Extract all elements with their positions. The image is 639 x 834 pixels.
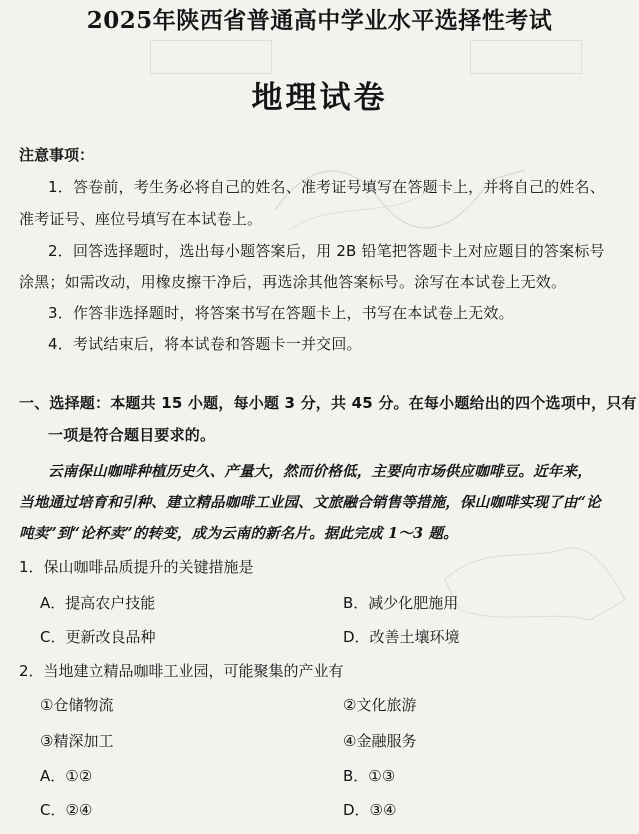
- section-heading-cont: 一项是符合题目要求的。: [48, 426, 216, 444]
- passage-line: 云南保山咖啡种植历史久、产量大，然而价格低，主要向市场供应咖啡豆。近年来，: [48, 463, 592, 480]
- notice-item-2-cont: 涂黑；如需改动，用橡皮擦干净后，再选涂其他答案标号。涂写在本试卷上无效。: [19, 273, 567, 291]
- section-heading: 一、选择题：本题共 15 小题，每小题 3 分，共 45 分。在每小题给出的四个选项中，只有: [19, 394, 637, 412]
- notice-item-1-cont: 准考证号、座位号填写在本试卷上。: [19, 210, 263, 228]
- notice-heading: 注意事项：: [19, 146, 95, 164]
- passage-line: 吨卖”到“论杯卖”的转变，成为云南的新名片。据此完成 1～3 题。: [19, 525, 458, 542]
- question-2-option-d: D．③④: [343, 801, 397, 819]
- notice-item-1: 1．答卷前，考生务必将自己的姓名、准考证号填写在答题卡上，并将自己的姓名、: [48, 178, 605, 196]
- question-1-option-d: D．改善土壤环境: [343, 628, 460, 646]
- question-2-item-1: ①仓储物流: [40, 696, 114, 714]
- question-2-item-4: ④金融服务: [343, 732, 417, 750]
- notice-item-4: 4．考试结束后，将本试卷和答题卡一并交回。: [48, 335, 362, 353]
- question-2-option-a: A．①②: [40, 767, 93, 785]
- subject-title: 地理试卷: [251, 80, 388, 116]
- bleed-through-box: [470, 40, 582, 74]
- notice-item-3: 3．作答非选择题时，将答案书写在答题卡上，书写在本试卷上无效。: [48, 304, 514, 322]
- bleed-through-map-outline: [440, 540, 630, 630]
- question-2-option-c: C．②④: [40, 801, 93, 819]
- question-2-item-3: ③精深加工: [40, 732, 114, 750]
- exam-title: 2025年陕西省普通高中学业水平选择性考试: [86, 7, 553, 34]
- question-1-option-c: C．更新改良品种: [40, 628, 156, 646]
- question-2-stem: 2．当地建立精品咖啡工业园，可能聚集的产业有: [19, 662, 344, 680]
- passage-line: 当地通过培育和引种、建立精品咖啡工业园、文旅融合销售等措施，保山咖啡实现了由“论: [19, 494, 601, 511]
- question-1-stem: 1．保山咖啡品质提升的关键措施是: [19, 558, 254, 576]
- question-2-option-b: B．①③: [343, 767, 396, 785]
- question-1-option-a: A．提高农户技能: [40, 594, 156, 612]
- question-1-option-b: B．减少化肥施用: [343, 594, 459, 612]
- bleed-through-box: [150, 40, 272, 74]
- question-2-item-2: ②文化旅游: [343, 696, 417, 714]
- notice-item-2: 2．回答选择题时，选出每小题答案后，用 2B 铅笔把答题卡上对应题目的答案标号: [48, 242, 605, 260]
